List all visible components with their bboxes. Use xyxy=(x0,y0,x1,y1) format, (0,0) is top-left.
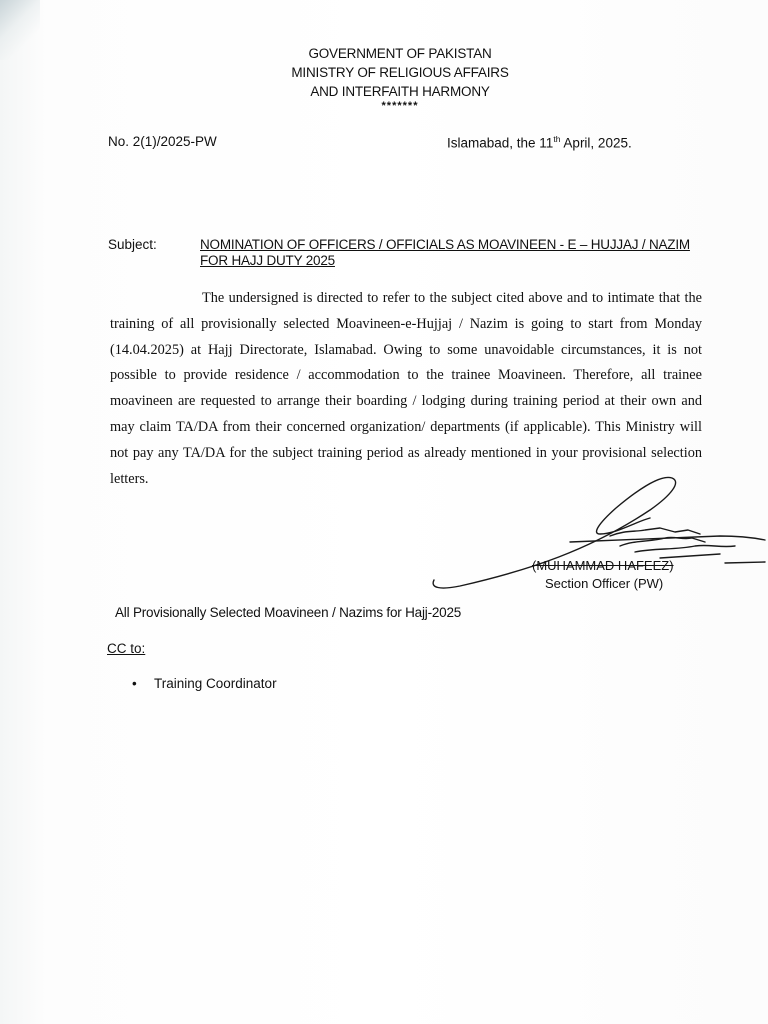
signatory-designation: Section Officer (PW) xyxy=(545,576,664,591)
letterhead-line-1: GOVERNMENT OF PAKISTAN xyxy=(308,46,492,61)
cc-list-item xyxy=(132,676,277,691)
date-superscript: th xyxy=(553,134,561,144)
letterhead-line-3: AND INTERFAITH HARMONY xyxy=(310,84,490,99)
subject-text: NOMINATION OF OFFICERS / OFFICIALS AS MOAVINEEN - E – HUJJAJ / NAZIM FOR HAJJ DUTY 2025 xyxy=(200,237,690,268)
date-prefix: Islamabad, the 11 xyxy=(447,135,554,151)
letterhead xyxy=(200,44,600,111)
cc-label: CC to: xyxy=(107,641,146,656)
bullet-icon: • xyxy=(132,676,137,691)
signatory-name: (MUHAMMAD HAFEEZ) xyxy=(532,558,674,573)
body-paragraph: The undersigned is directed to refer to the subject cited above and to intimate that the training of all provisionally selected Moavineen-e-Hujjaj / Nazim is going to start from Monday (14.04.2025) at Hajj Directorate, Islamabad. Owing to some unavoidable circumstances, it is not possible to provide residence / accommodation to the trainee Moavineen. Therefore, all trainee moavineen are requested to arrange their boarding / lodging during training period at their own and may claim TA/DA from their concerned organization/ departments (if applicable). This Ministry will not pay any TA/DA for the subject training period as already mentioned in your provisional selection letters. xyxy=(110,290,702,487)
addressee: All Provisionally Selected Moavineen / Nazims for Hajj-2025 xyxy=(115,605,462,620)
subject-label: Subject: xyxy=(108,237,157,252)
letterhead-stars: ******* xyxy=(381,100,419,112)
letterhead-line-2: MINISTRY OF RELIGIOUS AFFAIRS xyxy=(291,65,509,80)
letter-date xyxy=(447,134,632,151)
cc-item-label: Training Coordinator xyxy=(154,676,277,691)
page-corner-shadow xyxy=(0,0,40,60)
reference-number: No. 2(1)/2025-PW xyxy=(108,134,217,149)
cc-list xyxy=(132,676,277,691)
date-suffix: April, 2025. xyxy=(560,135,632,151)
